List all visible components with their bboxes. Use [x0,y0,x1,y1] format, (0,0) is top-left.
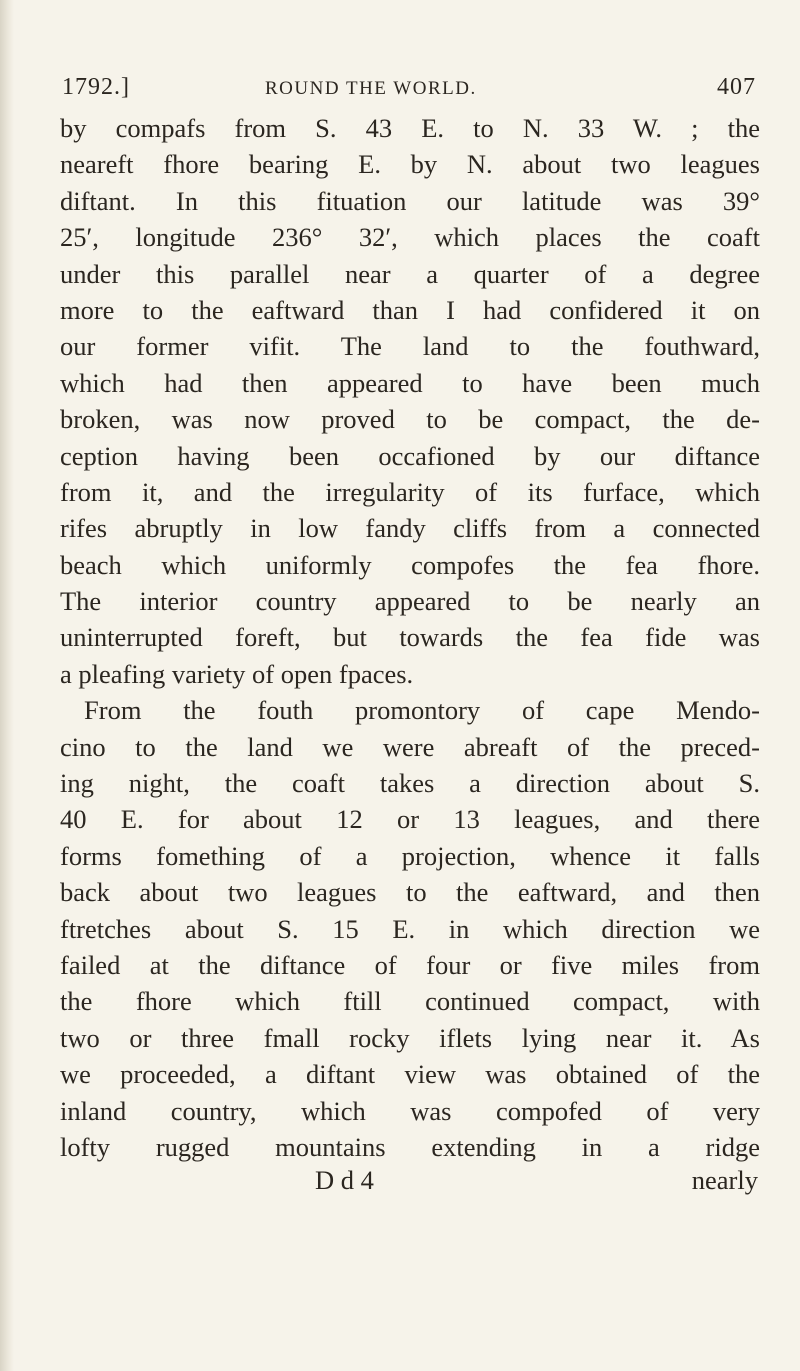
text-line: From the fouth promontory of cape Mendo- [84,695,760,726]
text-line: more to the eaftward than I had confidered it on [60,294,760,325]
text-line: we proceeded, a diftant view was obtained of the [60,1059,760,1090]
running-head [60,70,760,110]
catchword: nearly [691,1165,758,1196]
text-line: rifes abruptly in low fandy cliffs from a connected [60,513,760,544]
running-head-title: ROUND THE WORLD. [265,78,477,99]
text-line: cino to the land we were abreaft of the preced- [60,731,760,762]
text-line: beach which uniformly compofes the fea fhore. [60,549,760,580]
text-line: forms fomething of a projection, whence it falls [60,840,760,871]
text-line: by compafs from S. 43 E. to N. 33 W. ; the [60,113,760,143]
text-line: diftant. In this fituation our latitude was 39° [60,185,760,216]
text-line: lofty rugged mountains extending in a ridge [60,1131,760,1162]
signature-mark: D d 4 [315,1165,374,1196]
text-line: the fhore which ftill continued compact, with [60,986,760,1017]
running-head-year: 1792.] [62,74,130,100]
text-line: back about two leagues to the eaftward, and then [60,877,760,908]
page-gutter-shadow [0,0,14,1371]
text-line: two or three fmall rocky iflets lying near it. As [60,1022,760,1053]
page-number: 407 [717,74,756,100]
text-line: 40 E. for about 12 or 13 leagues, and there [60,804,760,835]
text-line: our former vifit. The land to the fouthward, [60,331,760,362]
text-line: ing night, the coaft takes a direction about S. [60,768,760,799]
text-line: inland country, which was compofed of very [60,1095,760,1126]
text-line: failed at the diftance of four or five miles from [60,949,760,980]
text-line: from it, and the irregularity of its furface, which [60,476,760,507]
text-line: uninterrupted foreft, but towards the fea fide was [60,622,760,653]
page-footer [60,1165,760,1201]
text-line: ftretches about S. 15 E. in which direction we [60,913,760,944]
text-line: ception having been occafioned by our diftance [60,440,760,471]
book-page [60,70,760,1201]
text-line: which had then appeared to have been much [60,367,760,398]
text-line: a pleafing variety of open fpaces. [60,658,414,689]
text-line: 25′, longitude 236° 32′, which places the coaft [60,222,760,253]
text-line: neareft fhore bearing E. by N. about two leagues [60,149,760,180]
text-line: The interior country appeared to be nearly an [60,586,760,617]
body-text [60,110,760,1165]
text-line: under this parallel near a quarter of a degree [60,258,760,289]
text-line: broken, was now proved to be compact, the de- [60,404,760,435]
